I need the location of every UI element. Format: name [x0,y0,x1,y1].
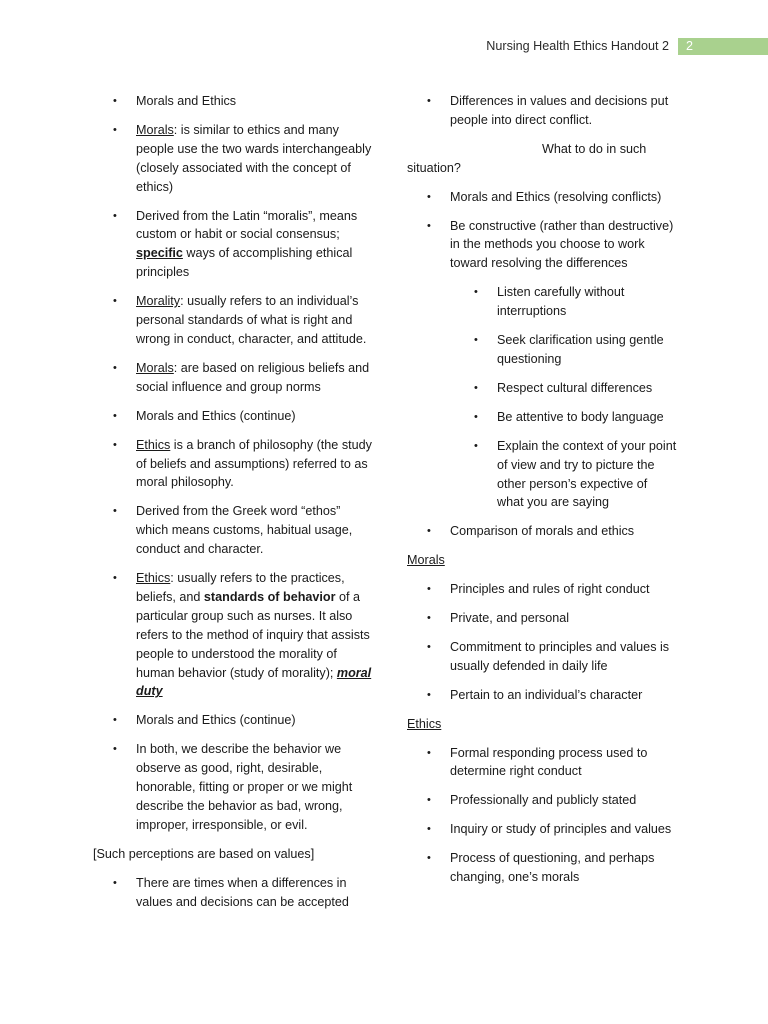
list-item [93,740,373,835]
sub-list-item [407,283,677,321]
bullet: • [113,409,117,422]
list-item [407,609,677,628]
item-text: Be attentive to body language [497,409,664,424]
bullet: • [474,334,478,347]
item-text: There are times when a differences in values and decisions can be accepted [136,875,349,909]
emphasis-moral-duty: moral duty [136,665,372,699]
sub-list-item [407,379,677,398]
list-item [407,638,677,676]
bullet: • [113,572,117,585]
item-text: Pertain to an individual’s character [450,687,643,702]
list-item [407,217,677,274]
bullet: • [427,746,431,759]
question-paragraph: What to do in such situation? [407,141,647,175]
sub-list-item [407,408,677,427]
bullet: • [113,295,117,308]
bullet: • [427,688,431,701]
emphasis-specific: specific [136,246,183,261]
list-item [93,292,373,349]
bullet: • [427,525,431,538]
item-text: Morals and Ethics (resolving conflicts) [450,189,662,204]
bullet: • [427,95,431,107]
list-item [407,188,677,207]
list-item [407,580,677,599]
sub-list-item [407,437,677,513]
item-text: Derived from the Latin “moralis”, means custom or habit or social consensus; [136,208,358,242]
item-text: Seek clarification using gentle questioning [497,333,664,366]
bullet: • [474,286,478,299]
list-item [407,791,677,810]
list-item [93,502,373,559]
item-text: Inquiry or study of principles and values [450,822,672,837]
bullet: • [427,583,431,596]
item-text: Derived from the Greek word “ethos” which means customs, habitual usage, conduct and character. [136,504,353,557]
list-item [93,92,373,111]
item-text: is a branch of philosophy (the study of beliefs and assumptions) referred to as moral philosophy. [136,437,372,490]
bullet: • [427,794,431,807]
list-item [93,121,373,197]
list-item [93,874,373,912]
bullet: • [113,95,117,107]
list-item [407,849,677,887]
list-item [93,207,373,283]
item-text: Formal responding process used to determine right conduct [450,745,648,779]
item-text: In both, we describe the behavior we observe as good, right, desirable, honorable, fitting or proper or we might describe the behavior as bad, wrong, improper, irresponsible, or evil. [136,742,353,832]
list-item [93,711,373,730]
note-paragraph: [Such perceptions are based on values] [93,846,315,861]
item-text: Morals and Ethics [136,94,237,108]
list-item [407,522,677,541]
term-ethics: Ethics [136,437,171,452]
item-text: Principles and rules of right conduct [450,582,650,597]
list-item [407,744,677,782]
term-morality: Morality [136,294,181,309]
bullet: • [427,852,431,865]
list-item [93,359,373,397]
list-item [407,92,677,130]
term-morals: Morals [136,122,174,137]
item-text: Respect cultural differences [497,380,653,395]
item-text: : usually refers to an individual’s personal standards of what is right and wrong in conduct, character, and attitude. [136,294,367,346]
bullet: • [427,219,431,232]
page-header [0,38,768,55]
bullet: • [474,439,478,452]
list-item [93,436,373,493]
item-text: Process of questioning, and perhaps changing, one’s morals [450,851,655,885]
bullet: • [113,361,117,374]
bullet: • [427,823,431,836]
item-text: ways of accomplishing ethical principles [136,246,353,280]
left-column [93,92,373,922]
term-morals: Morals [136,360,174,375]
right-column [407,92,677,897]
emphasis-standards: standards of behavior [203,589,336,604]
page-number: 2 [686,39,694,53]
item-text: Differences in values and decisions put people into direct conflict. [450,94,669,127]
item-text: : is similar to ethics and many people use the two wards interchangeably (closely associated with the concept of ethics) [136,122,372,194]
item-text: Morals and Ethics (continue) [136,408,296,423]
list-item [93,407,373,426]
bullet: • [474,381,478,394]
heading-ethics: Ethics [407,716,442,731]
sub-list-item [407,331,677,369]
item-text: Comparison of morals and ethics [450,524,635,539]
item-text: : usually refers to the practices, beliefs, and [136,571,345,604]
item-text: Professionally and publicly stated [450,793,637,808]
bullet: • [113,876,117,889]
bullet: • [113,438,117,451]
item-text: Listen carefully without interruptions [497,285,625,319]
bullet: • [113,743,117,756]
item-text: : are based on religious beliefs and social influence and group norms [136,360,370,394]
heading-morals: Morals [407,553,445,568]
bullet: • [427,640,431,653]
bullet: • [113,714,117,727]
header-title: Nursing Health Ethics Handout 2 [486,39,669,53]
list-item [407,686,677,705]
bullet: • [474,410,478,423]
item-text: of a particular group such as nurses. It also refers to the method of inquiry that assists people to understood the morality of human behavior (study of morality); [136,589,370,680]
bullet: • [427,190,431,203]
list-item [93,569,373,701]
item-text: Morals and Ethics (continue) [136,713,296,728]
bullet: • [113,209,117,222]
bullet: • [427,612,431,625]
term-ethics: Ethics [136,571,171,586]
bullet: • [113,123,117,136]
item-text: Be constructive (rather than destructive) in the methods you choose to work toward resolving the differences [450,218,674,271]
item-text: Private, and personal [450,611,570,626]
list-item [407,820,677,839]
item-text: Commitment to principles and values is usually defended in daily life [450,639,670,673]
item-text: Explain the context of your point of view and try to picture the other person’s expective of what you are saying [497,438,677,510]
bullet: • [113,505,117,518]
page-number-box [678,38,768,55]
